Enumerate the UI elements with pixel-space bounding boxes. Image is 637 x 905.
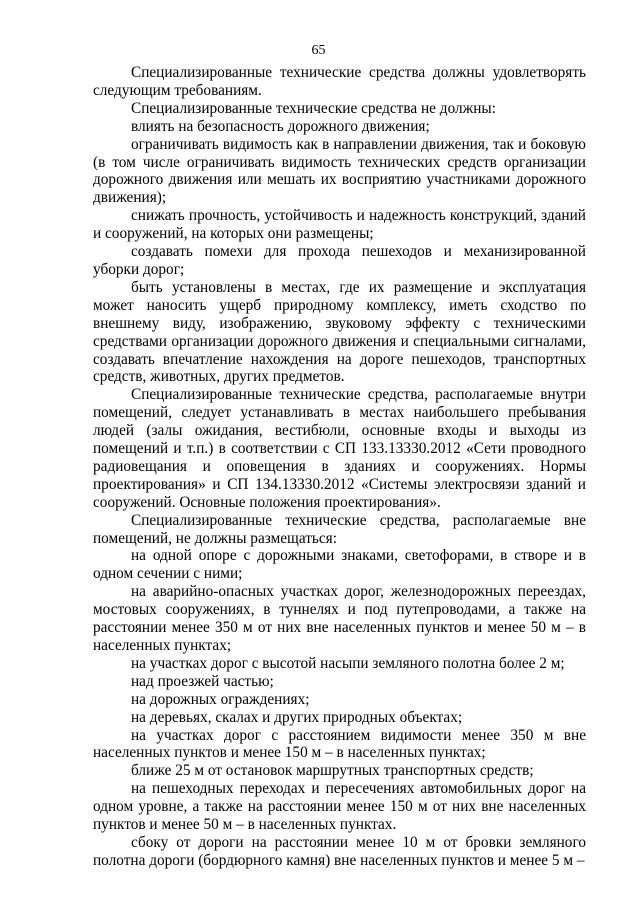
paragraph: Специализированные технические средства не должны: bbox=[131, 99, 496, 117]
paragraph: над проезжей частью; bbox=[131, 672, 274, 690]
page-body bbox=[93, 64, 586, 870]
paragraph: на деревьях, скалах и других природных объектах; bbox=[131, 708, 463, 726]
paragraph: на участках дорог с высотой насыпи земляного полотна более 2 м; bbox=[131, 654, 565, 672]
paragraph: на одной опоре с дорожными знаками, светофорами, в створе и в одном сечении с ними; bbox=[93, 547, 586, 583]
paragraph: создавать помехи для прохода пешеходов и механизированной уборки дорог; bbox=[93, 243, 586, 278]
paragraph: быть установлены в местах, где их размещение и эксплуатация может наносить ущерб природному комплексу, иметь сходство по внешнему виду, изображению, звуковому эффекту с техническими средствами организации дорожного движения и специальными сигналами, создавать впечатление нахождения на дороге пешеходов, транспортных средств, животных, других предметов. bbox=[93, 278, 586, 386]
paragraph: Специализированные технические средства, располагаемые внутри помещений, следует устанавливать в местах наибольшего пребывания людей (залы ожидания, вестибюли, основные входы и выходы из помещений и т.п.) в соответствии с СП 133.13330.2012 «Сети проводного радиовещания и оповещения в зданиях и сооружениях. Нормы проектирования» и СП 134.13330.2012 «Системы электросвязи зданий и сооружений. Основные положения проектирования». bbox=[93, 386, 586, 511]
paragraph: ограничивать видимость как в направлении движения, так и боковую (в том числе ограничивать видимость технических средств организации дорожного движения или мешать их восприятию участниками дорожного движения); bbox=[93, 135, 586, 207]
paragraph: ближе 25 м от остановок маршрутных транспортных средств; bbox=[131, 762, 534, 780]
paragraph: сбоку от дороги на расстоянии менее 10 м от бровки земляного полотна дороги (бордюрного камня) вне населенных пунктов и менее 5 м – bbox=[93, 833, 586, 869]
paragraph: Специализированные технические средства, располагаемые вне помещений, не должны размещаться: bbox=[93, 511, 586, 547]
paragraph: снижать прочность, устойчивость и надежность конструкций, зданий и сооружений, на которых они размещены; bbox=[93, 207, 586, 243]
paragraph: на пешеходных переходах и пересечениях автомобильных дорог на одном уровне, а также на расстоянии менее 150 м от них вне населенных пунктов и менее 50 м – в населенных пунктах. bbox=[93, 780, 586, 834]
paragraph: на аварийно-опасных участках дорог, железнодорожных переездах, мостовых сооружениях, в туннелях и под путепроводами, а также на расстоянии менее 350 м от них вне населенных пунктов и менее 50 м – в населенных пунктах; bbox=[93, 583, 586, 654]
paragraph: на участках дорог с расстоянием видимости менее 350 м вне населенных пунктов и менее 150 м – в населенных пунктах; bbox=[93, 726, 586, 762]
page-number: 65 bbox=[311, 43, 326, 58]
paragraph: Специализированные технические средства должны удовлетворять следующим требованиям. bbox=[93, 64, 586, 99]
paragraph: на дорожных ограждениях; bbox=[131, 690, 310, 708]
paragraph: влиять на безопасность дорожного движения; bbox=[131, 117, 430, 135]
